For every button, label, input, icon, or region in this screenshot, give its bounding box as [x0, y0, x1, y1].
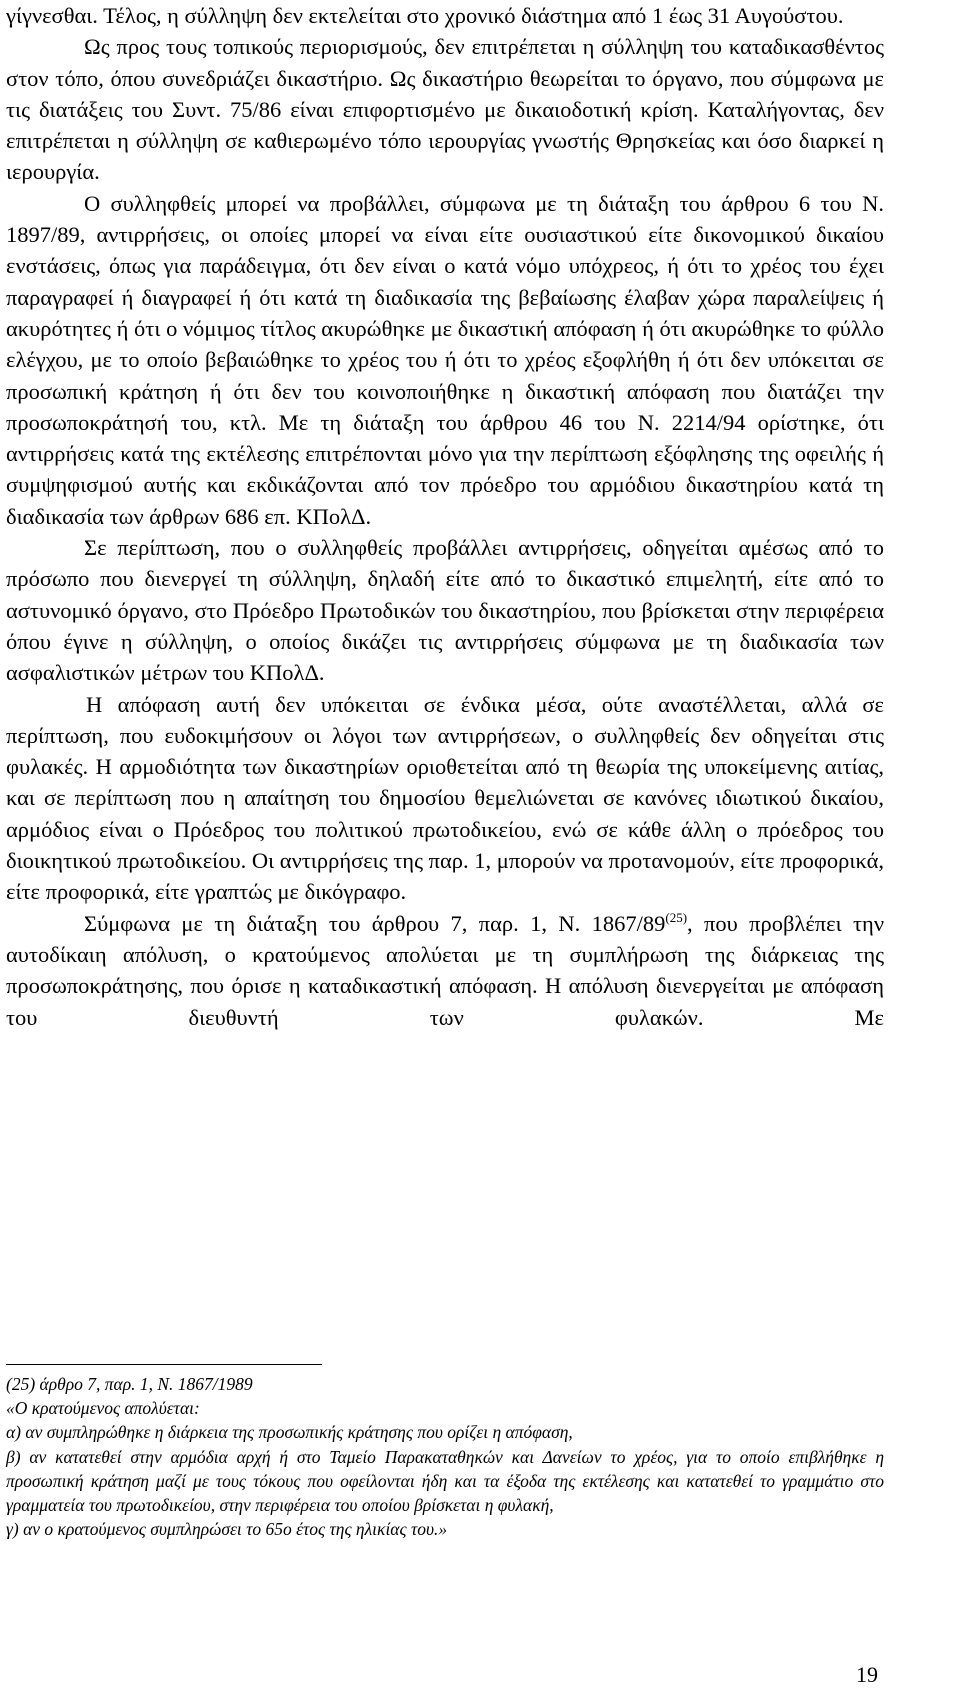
paragraph-4: Σε περίπτωση, που ο συλληφθείς προβάλλει αντιρρήσεις, οδηγείται αμέσως από το πρόσωπο που διενεργεί τη σύλληψη, δηλαδή είτε από το δικαστικό επιμελητή, είτε από το αστυνομικό όργανο, στο Πρόεδρο Πρωτοδικών του δικαστηρίου, που βρίσκεται στην περιφέρεια όπου έγινε η σύλληψη, ο οποίος δικάζει τις αντιρρήσεις σύμφωνα με τη διαδικασία των ασφαλιστικών μέτρων του ΚΠολΔ.	[6, 535, 884, 686]
footnote-line: α) αν συμπληρώθηκε η διάρκεια της προσωπικής κράτησης που ορίζει η απόφαση,	[6, 1422, 573, 1443]
body-text	[6, 0, 884, 1033]
paragraph-6-text-after: , που προβλέπει την αυτοδίκαιη απόλυση, ο κρατούμενος απολύεται με τη συμπλήρωση της διάρκειας της προσωποκράτησης, που όρισε η καταδικαστική απόφαση. Η απόλυση διενεργείται με απόφαση του διευθυντή των φυλακών. Με	[6, 910, 884, 1030]
footnote-separator	[6, 1364, 322, 1365]
footnote-line: β) αν κατατεθεί στην αρμόδια αρχή ή στο Ταμείο Παρακαταθηκών και Δανείων το χρέος, για το οποίο επιβλήθηκε η προσωπική κράτηση μαζί με τους τόκους που οφείλονται ήδη και τα έξοδα της εκτέλεσης και κατατεθεί το γραμμάτιο στο γραμματεία του πρωτοδικείου, στην περιφέρεια του οποίου βρίσκεται η φυλακή,	[6, 1446, 884, 1516]
paragraph-2: Ως προς τους τοπικούς περιορισμούς, δεν επιτρέπεται η σύλληψη του καταδικασθέντος στον τόπο, όπου συνεδριάζει δικαστήριο. Ως δικαστήριο θεωρείται το όργανο, που σύμφωνα με τις διατάξεις του Συντ. 75/86 είναι επιφορτισμένο με δικαιοδοτική κρίση. Καταλήγοντας, δεν επιτρέπεται η σύλληψη σε καθιερωμένο τόπο ιερουργίας γνωστής Θρησκείας και όσο διαρκεί η ιερουργία.	[6, 34, 884, 185]
page-number: 19	[856, 1662, 878, 1687]
paragraph-6-text-before: Σύμφωνα με τη διάταξη του άρθρου 7, παρ. 1, Ν. 1867/89	[84, 910, 666, 936]
footnote-reference-25: (25)	[665, 909, 688, 925]
paragraph-5: Η απόφαση αυτή δεν υπόκειται σε ένδικα μέσα, ούτε αναστέλλεται, αλλά σε περίπτωση, που ευδοκιμήσουν οι λόγοι των αντιρρήσεων, ο συλληφθείς δεν οδηγείται στις φυλακές. Η αρμοδιότητα των δικαστηρίων οριοθετείται από τη θεωρία της υποκείμενης αιτίας, και σε περίπτωση που η απαίτηση του δημοσίου θεμελιώνεται σε κανόνες ιδιωτικού δικαίου, αρμόδιος είναι ο Πρόεδρος του πολιτικού πρωτοδικείου, ενώ σε κάθε άλλη ο πρόεδρος του διοικητικού πρωτοδικείου. Οι αντιρρήσεις της παρ. 1, μπορούν να προτανομούν, είτε προφορικά, είτε προφορικά, είτε γραπτώς με δικόγραφο.	[6, 691, 884, 905]
footnote-line: γ) αν ο κρατούμενος συμπληρώσει το 65ο έτος της ηλικίας του.»	[6, 1519, 448, 1540]
footnote-title: (25) άρθρο 7, παρ. 1, Ν. 1867/1989	[6, 1374, 253, 1394]
footnotes	[6, 1372, 884, 1541]
paragraph-6	[6, 908, 884, 1033]
paragraph-1: γίγνεσθαι. Τέλος, η σύλληψη δεν εκτελείται στο χρονικό διάστημα από 1 έως 31 Αυγούστου.	[6, 3, 844, 28]
footnote-line: «Ο κρατούμενος απολύεται:	[6, 1398, 200, 1419]
paragraph-3: Ο συλληφθείς μπορεί να προβάλλει, σύμφωνα με τη διάταξη του άρθρου 6 του Ν. 1897/89, αντιρρήσεις, οι οποίες μπορεί να είναι είτε ουσιαστικού είτε δικονομικού δικαίου ενστάσεις, όπως για παράδειγμα, ότι δεν είναι ο κατά νόμο υπόχρεος, ή ότι το χρέος του έχει παραγραφεί ή διαγραφεί ή ότι κατά τη διαδικασία της βεβαίωσης έλαβαν χώρα παραλείψεις ή ακυρότητες ή ότι ο νόμιμος τίτλος ακυρώθηκε με δικαστική απόφαση ή ότι ακυρώθηκε το φύλλο ελέγχου, με το οποίο βεβαιώθηκε το χρέος του ή ότι το χρέος εξοφλήθη ή ότι δεν υπόκειται σε προσωπική κράτηση ή ότι δεν του κοινοποιήθηκε η δικαστική απόφαση που διατάζει την προσωποκράτησή του, κτλ. Με τη διάταξη του άρθρου 46 του Ν. 2214/94 ορίστηκε, ότι αντιρρήσεις κατά της εκτέλεσης επιτρέπονται μόνο για την περίπτωση εξόφλησης της οφειλής ή συμψηφισμού αυτής και εκδικάζονται από τον πρόεδρο του αρμόδιου δικαστηρίου κατά τη διαδικασία των άρθρων 686 επ. ΚΠολΔ.	[6, 190, 884, 529]
